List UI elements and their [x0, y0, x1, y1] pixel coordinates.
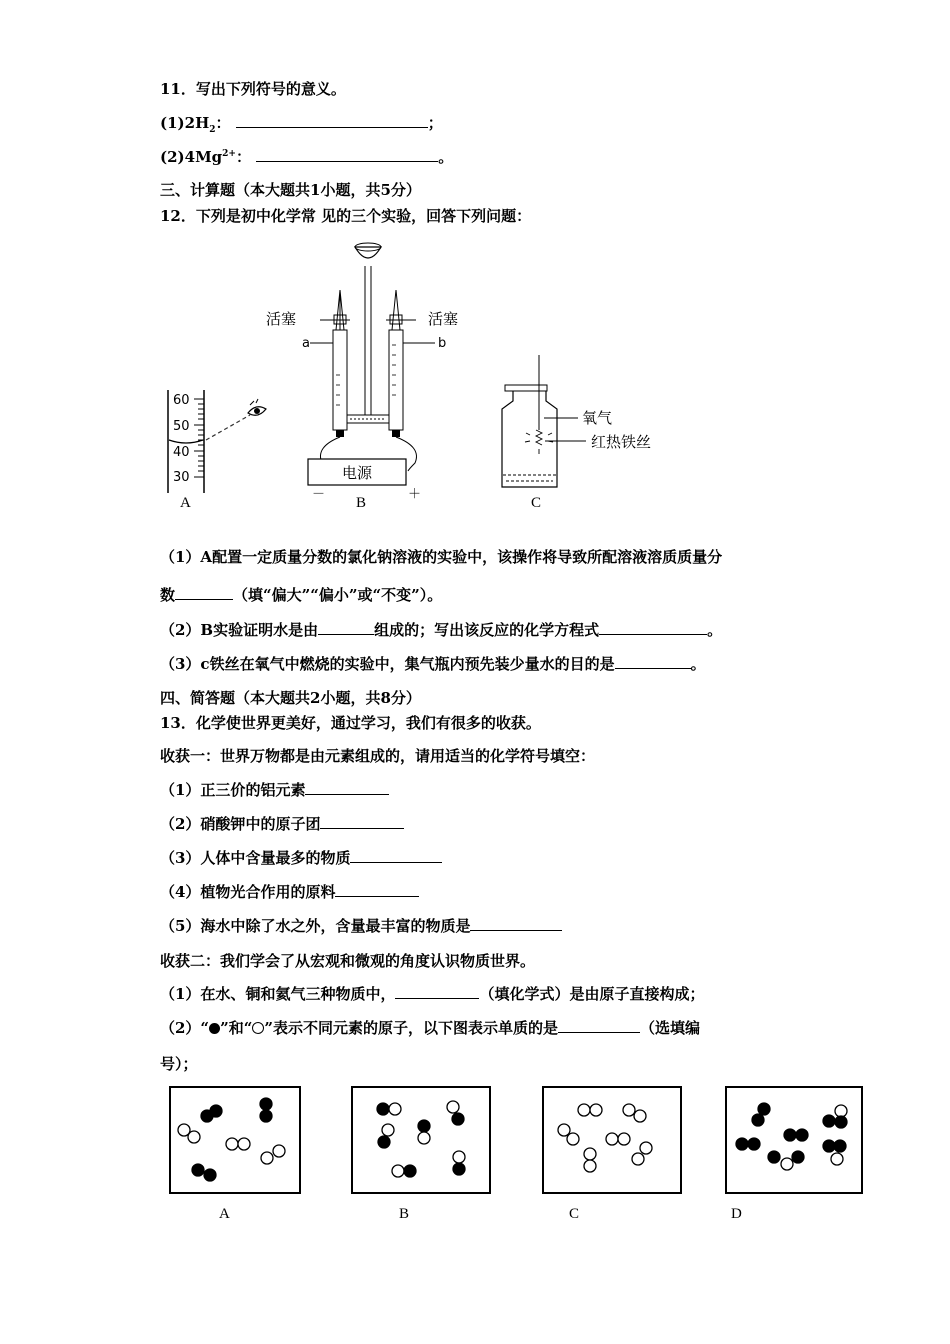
figure-b-electrolysis: [266, 243, 458, 502]
black-atom-icon: [209, 1023, 220, 1034]
q12-title: 12．下列是初中化学常 见的三个实验，回答下列问题：: [160, 207, 532, 225]
answer-blank[interactable]: [335, 882, 419, 897]
answer-blank[interactable]: [318, 620, 374, 635]
q13-item: （1）正三价的铝元素: [160, 779, 389, 800]
cylinder-tick-label: 40: [173, 445, 190, 460]
q12-sub3: （3）c铁丝在氧气中燃烧的实验中，集气瓶内预先装少量水的目的是 。: [160, 655, 706, 673]
section4-heading: 四、简答题（本大题共2小题，共8分）: [160, 689, 421, 707]
answer-blank[interactable]: [256, 147, 438, 162]
cylinder-tick-label: 30: [173, 470, 190, 485]
answer-blank[interactable]: [305, 780, 389, 795]
answer-blank[interactable]: [470, 916, 562, 931]
answer-blank[interactable]: [175, 585, 233, 600]
stopcock-label-right: 活塞: [428, 310, 459, 328]
stopcock-label-left: 活塞: [266, 310, 297, 328]
q11-part1: $(1)2H_2$： ；: [160, 114, 443, 135]
q13-gain2-sub1: （1）在水、铜和氦气三种物质中， （填化学式）是由原子直接构成；: [160, 985, 705, 1003]
answer-blank[interactable]: [558, 1018, 640, 1033]
figure-a-caption: A: [180, 495, 191, 511]
negative-terminal-label: －: [312, 487, 326, 502]
answer-blank[interactable]: [599, 620, 707, 635]
tube-b-label: b: [438, 336, 447, 351]
q12-sub1-line2: 数 （填“偏大”“偏小”或“不变”）。: [160, 586, 443, 604]
box-caption-a: A: [219, 1206, 230, 1222]
q13-title: 13．化学使世界更美好，通过学习，我们有很多的收获。: [160, 714, 541, 732]
answer-blank[interactable]: [350, 848, 442, 863]
answer-blank[interactable]: [236, 113, 428, 128]
answer-blank[interactable]: [320, 814, 404, 829]
experiment-figures: [150, 235, 690, 525]
q13-item: （2）硝酸钾中的原子团: [160, 813, 404, 834]
positive-terminal-label: ＋: [408, 487, 422, 502]
iron-wire-label: 红热铁丝: [591, 433, 652, 451]
cylinder-tick-label: 50: [173, 419, 190, 434]
box-caption-c: C: [569, 1206, 580, 1222]
molecule-diagrams: [160, 1082, 870, 1202]
figure-c-caption: C: [531, 495, 542, 511]
figure-b-caption: B: [356, 495, 367, 511]
q13-item: （4）植物光合作用的原料: [160, 881, 419, 902]
box-caption-b: B: [399, 1206, 410, 1222]
white-atom-icon: [252, 1022, 264, 1034]
box-caption-d: D: [731, 1206, 742, 1222]
q13-gain1: 收获一：世界万物都是由元素组成的，请用适当的化学符号填空：: [160, 747, 596, 765]
cylinder-tick-label: 60: [173, 393, 190, 408]
q12-sub2: （2）B实验证明水是由 组成的；写出该反应的化学方程式 。: [160, 621, 723, 639]
q13-gain2: 收获二：我们学会了从宏观和微观的角度认识物质世界。: [160, 952, 536, 970]
tube-a-label: a: [302, 336, 310, 351]
eye-icon: [248, 399, 266, 415]
oxygen-label: 氧气: [582, 409, 613, 427]
section3-heading: 三、计算题（本大题共1小题，共5分）: [160, 181, 421, 199]
q13-gain2-sub2: （2）“ ”和“ ”表示不同元素的原子，以下图表示单质的是 （选填编: [160, 1019, 700, 1037]
answer-blank[interactable]: [615, 654, 691, 669]
power-supply-label: 电源: [342, 464, 373, 482]
q13-item: （3）人体中含量最多的物质: [160, 847, 442, 868]
figure-c-bottle: [502, 355, 651, 487]
q13-item: （5）海水中除了水之外，含量最丰富的物质是: [160, 915, 562, 936]
q12-sub1-line1: （1）A配置一定质量分数的氯化钠溶液的实验中，该操作将导致所配溶液溶质质量分: [160, 548, 723, 566]
q11-part2: $(2)4Mg^{2+}$： 。: [160, 148, 454, 166]
q11-title: 11．写出下列符号的意义。: [160, 80, 346, 98]
figure-a-cylinder: [168, 390, 266, 493]
answer-blank[interactable]: [395, 984, 479, 999]
q13-gain2-sub2-cont: 号）；: [160, 1055, 198, 1073]
